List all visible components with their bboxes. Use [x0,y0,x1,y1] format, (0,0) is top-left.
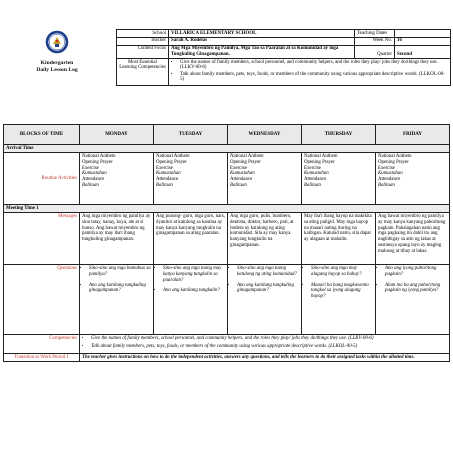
doc-title-line2: Daily Lesson Log [36,67,78,73]
arrival-time-section: Arrival Time [4,145,450,153]
meeting-time-section: Meeting Time 1 [4,204,450,212]
melc-label: Most Essential Learning Competencies [117,58,169,85]
quarter-value: Second [395,45,451,58]
question-item: • Ano ang kanilang tungkuling ginagampanan? [237,283,299,295]
routine-item: Opening Prayer [304,159,335,165]
routine-item: Kumustahan [304,171,329,177]
routine-item: Opening Prayer [156,159,187,165]
questions-label: Questions [4,264,80,334]
transition-cell: The teacher gives instructions on how to do the independent activities, answers any questions, and tells the learners to do their assigned tasks within the allotted time. [80,353,450,362]
week-label: Week No. [355,37,395,45]
routine-item: Kumustahan [156,171,181,177]
routine-item: Balitaan [378,182,395,188]
message-cell-wednesday: Ang mga guro, pulis, bumbero, dentista, doktor, barbero, pari, at tindera ay katulong ng ating komunidad. Sila ay may kanya kanyang tungkulin na ginagampanan. [228,212,302,264]
routine-row [4,152,450,204]
routine-item: Attendance [156,177,179,183]
content-focus-value: Ang Mga Miyembro ng Pamilya, Mga Tao sa Paaralan at sa Komunidad ay mga Tungkuling Ginagampanan. [169,45,355,58]
routine-item: Balitaan [82,182,99,188]
question-item: • Sino-sino ang mga taong may kanya kanyang tungkulin sa paaralan? [163,266,225,283]
header-info-table [116,29,451,86]
competencies-row [4,334,450,353]
question-item: • Sino-sino ang mga bumubuo sa pamilya? [89,266,151,278]
competencies-label: Competencies [4,334,80,353]
routine-item: Kumustahan [378,171,403,177]
melc-item: • Give the names of family members, school personnel, and community helpers, and the roles they play/ jobs they do/things they use. (LLKV-00-6) [180,60,448,71]
routine-item: Balitaan [304,182,321,188]
routine-item: Attendance [230,177,253,183]
routine-item: Exercise [304,165,321,171]
teaching-dates-label: Teaching Dates [355,30,395,38]
routine-item: Kumustahan [230,171,255,177]
melc-list-cell [169,58,451,85]
question-cell-tuesday [154,264,228,334]
day-header-thursday: THURSDAY [302,125,376,145]
day-header-monday: MONDAY [80,125,154,145]
days-header-row [4,125,450,145]
content-focus-label: Content Focus [117,45,169,58]
questions-row [4,264,450,334]
routine-item: Exercise [156,165,173,171]
deped-seal-icon [45,30,69,54]
teaching-dates-value [395,30,451,38]
question-cell-thursday [302,264,376,334]
question-cell-monday [80,264,154,334]
routine-cell-thursday [302,152,376,204]
routine-item: Exercise [378,165,395,171]
routine-item: Exercise [230,165,247,171]
message-cell-tuesday: Ang punong- guro, mga guro, nars, dyanitor at katulong sa kantina ay may kanya kanyang tungkulin na ginagampanan sa ating paaralan. [154,212,228,264]
day-header-wednesday: WEDNESDAY [228,125,302,145]
competency-item: • Give the names of family members, school personnel, and community helpers, and the roles they play/ jobs they do/things they use. (LLKV-00-6) [91,336,447,342]
question-item: • Ano ang iyong paboritong pagkain? [385,266,447,278]
transition-row [4,353,450,362]
transition-label: Transition to Work Period 1 [4,353,80,362]
competencies-cell [80,334,450,353]
day-header-friday: FRIDAY [376,125,450,145]
routine-item: National Anthem [156,153,190,159]
doc-title-line1: Kindergarten [40,60,74,66]
routine-item: Balitaan [156,182,173,188]
question-item: • Alam mo ba ang paboritong pagkain ng iyong pamilya? [385,283,447,295]
routine-cell-monday [80,152,154,204]
routine-item: National Anthem [378,153,412,159]
question-cell-friday [376,264,450,334]
routine-item: Attendance [82,177,105,183]
routine-item: Attendance [378,177,401,183]
routine-item: Opening Prayer [82,159,113,165]
blocks-of-time-header: BLOCKS OF TIME [4,125,80,145]
school-label: School [117,30,169,38]
routine-item: Balitaan [230,182,247,188]
melc-item: • Talk about family members, pets, toys, foods, or members of the community using various appropriate descriptive words. (LLKOL-00-5) [180,72,448,83]
message-cell-thursday: May iba't ibang hayop na makikita sa ating paligid. May mga hayop na maaari nating ituring na kaibigan. Katulad natin, sila dapat ay alagaan at mahalin. [302,212,376,264]
question-item: • Ano ang kanilang tungkulin? [163,288,225,294]
question-item: • Sino-sino ang mga may alagang hayop sa bahay? [311,266,373,278]
routine-cell-tuesday [154,152,228,204]
routine-cell-wednesday [228,152,302,204]
routine-item: National Anthem [304,153,338,159]
messages-row [4,212,450,264]
week-value: 16 [395,37,451,45]
quarter-label: Quarter [355,45,395,58]
routine-item: Exercise [82,165,99,171]
routine-item: Attendance [304,177,327,183]
header-branding [3,30,111,74]
message-cell-monday: Ang mga miyembro ng pamilya ay sina tatay, nanay, kuya, ate at si bunso. Ang bawat miyembro ng pamilya ay may iba't ibang tungkuling ginagampanan. [80,212,154,264]
message-cell-friday: Ang bawat miyembro ng pamilya ay may kanya kanyang paboritong pagkain. Pahalagahan natin ang mga pagkaing ito dahil ito ang nagbibigay sa atin ng lakas at sustansya upang tayo ay maging malusog at tibay at lakas. [376,212,450,264]
routine-cell-friday [376,152,450,204]
teacher-value: Sarah A. Rodelas [169,37,355,45]
messages-label: Messages [4,212,80,264]
teacher-label: Teacher [117,37,169,45]
routine-item: Kumustahan [82,171,107,177]
question-cell-wednesday [228,264,302,334]
school-value: VILLARICA ELEMENTARY SCHOOL [169,30,355,38]
day-header-tuesday: TUESDAY [154,125,228,145]
routine-item: National Anthem [82,153,116,159]
question-item: • Maaari ba bang magkawento tungkol sa iyong alagang hayop? [311,283,373,300]
routine-item: Opening Prayer [378,159,409,165]
question-item: • Ano ang kanilang tungkuling ginagampanan? [89,283,151,295]
competency-item: • Talk about family members, pets, toys, foods, or members of the community using various appropriate descriptive words. (LLKOL-00-5) [91,344,447,350]
routine-item: National Anthem [230,153,264,159]
routine-label: Routine Activities [4,152,80,204]
routine-item: Opening Prayer [230,159,261,165]
lesson-schedule-table [3,124,450,362]
question-item: • Sino-sino ang mga taong katulong ng ating komunidad? [237,266,299,278]
